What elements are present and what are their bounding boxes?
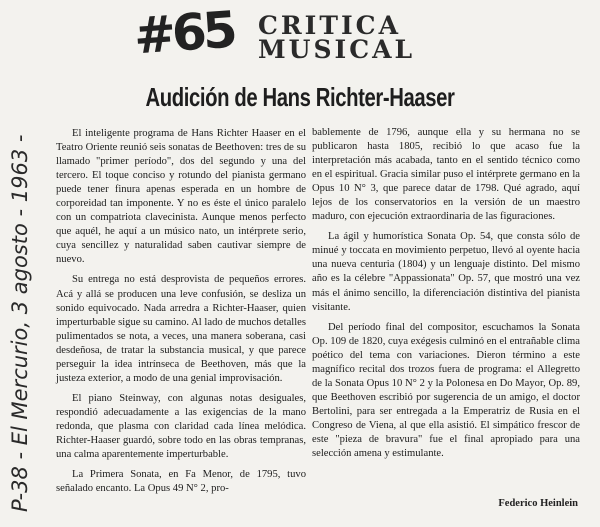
paragraph: Su entrega no está desprovista de pequeños errores. Acá y allá se producen una leve confusión, se desliza un sonido equivocado. Nada arredra a Richter-Haaser, quien imperturbable sigue su camino. Al lado de muchos detalles pulimentados se nota, a veces, una manera soberana, casi desdeñosa, de tratar la substancia musical, y que parece perseguir la idea intrínseca de Beethoven, más que la justeza exterior, a modo de una genial improvisación. <box>56 274 306 384</box>
article-headline: Audición de Hans Richter-Haaser <box>145 82 455 112</box>
paragraph: Del período final del compositor, escuchamos la Sonata Op. 109 de 1820, cuya exégesis culminó en el entrañable clima poético del tema con variaciones. Dieron término a este magnífico recital dos trozos fuera de programa: el Allegretto de la Sonata Opus 10 N° 2 y la Polonesa en Do Mayor, Op. 89, que Beethoven escribió por sugerencia de un amigo, el doctor Bertolini, para ser entregada a la Emperatriz de Rusia en el Congreso de Viena, al que ella asistió. El simpático frescor de este "pieza de bravura" fue el final apropiado para una selección amena y estimulante. <box>312 321 580 460</box>
article-left-column <box>56 127 306 496</box>
author-signature: Federico Heinlein <box>498 498 578 509</box>
paragraph: El piano Steinway, con algunas notas desiguales, respondió adecuadamente a las exigencias de la mano redonda, que plasma con claridad cada línea melódica. Richter-Haaser guardó, sobre todo en las obras tempranas, una calma aparentemente imperturbable. <box>56 392 306 461</box>
article-right-column <box>312 126 580 461</box>
section-header-line1: CRITICA <box>258 11 401 40</box>
paragraph: bablemente de 1796, aunque ella y su hermana no se publicaron hasta 1805, recibió lo que acaso fue la interpretación más acabada, tanto en el sentido técnico como en el espiritual. Gracia similar puso el intérprete germano en la Opus 10 N° 3, que parece datar de 1798. Qué agrado, aquí lejos de los conservatorios en la versión de un maestro maduro, con ejecución extraordinaria de las figuraciones. <box>312 127 580 223</box>
paragraph: La ágil y humorística Sonata Op. 54, que consta sólo de minué y toccata en movimiento perpetuo, llevó al oyente hacia una nueva centuria (1804) y un lenguaje distinto. Del mismo año es la célebre "Appassionata" Op. 57, que mostró una vez más el ánimo sencillo, la diferenciación distintiva del pianista visitante. <box>312 231 580 313</box>
handwritten-source-reference: P-38 - El Mercurio, 3 agosto - 1963 - <box>8 134 32 512</box>
paragraph: La Primera Sonata, en Fa Menor, de 1795, tuvo señalado encanto. La Opus 49 N° 2, pro- <box>56 469 306 495</box>
handwritten-number: #65 <box>132 0 236 66</box>
section-header-line2: MUSICAL <box>258 35 416 64</box>
section-header <box>258 11 416 64</box>
paragraph: El inteligente programa de Hans Richter Haaser en el Teatro Oriente reunió seis sonatas de Beethoven: tres de su llamado "primer período", dos del segundo y una del tercero. El toque conciso y rotundo del pianista germano puede tener finura apenas esperada en un hombre de corporeidad tan imponente. Y no es éste el único paralelo con un compatriota clavecinista. Aunque menos perfecto que aquél, he aquí a un músico nato, un intérprete serio, cuya sencillez y naturalidad saben cautivar siempre de nuevo. <box>56 128 306 266</box>
